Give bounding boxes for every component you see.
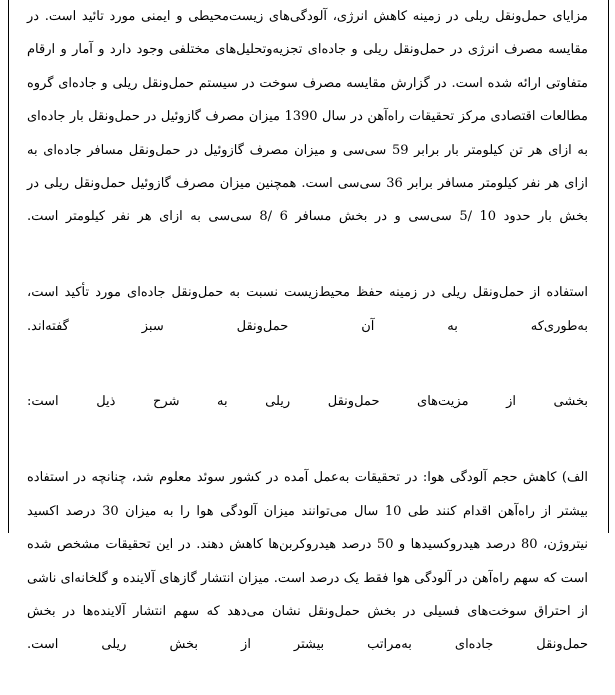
paragraph-1: مزایای حمل‌ونقل ریلی در زمینه کاهش انرژی، آلودگی‌های زیست‌محیطی و ایمنی مورد تائید است. در مقایسه مصرف انرژی در حمل‌ونقل ریلی و جاده‌ای تجزیه‌وتحلیل‌های مختلفی وجود دارد و آمار و ارقام متفاوتی ارائه شده است. در گزارش مقایسه مصرف سوخت در سیستم حمل‌ونقل ریلی و جاده‌ای گروه مطالعات اقتصادی مرکز تحقیقات راه‌آهن در سال 1390 میزان مصرف گازوئیل در حمل‌ونقل بار جاده‌ای به ازای هر تن کیلومتر بار برابر 59 سی‌سی و میزان مصرف گازوئیل در حمل‌ونقل مسافر جاده‌ای به ازای هر نفر کیلومتر مسافر برابر 36 سی‌سی است. همچنین میزان مصرف گازوئیل حمل‌ونقل ریلی در بخش بار حدود 10 /5 سی‌سی و در بخش مسافر 6 /8 سی‌سی به ازای هر نفر کیلومتر است. <box>27 9 588 225</box>
page-border-right <box>608 0 609 533</box>
paragraph-4: الف) کاهش حجم آلودگی هوا: در تحقیقات به‌عمل آمده در کشور سوئد معلوم شد، چنانچه در استفاده بیشتر از راه‌آهن اقدام کنند طی 10 سال می‌توانند میزان آلودگی هوا را به میزان 30 درصد اکسید نیتروژن، 80 درصد هیدروکسیدها و 50 درصد هیدروکربن‌ها کاهش دهند. در این تحقیقات مشخص شده است که سهم راه‌آهن در آلودگی هوا فقط یک درصد است. میزان انتشار گازهای آلاینده و گلخانه‌ای ناشی از احتراق سوخت‌های فسیلی در بخش حمل‌ونقل نشان می‌دهد که سهم انتشار آلاینده‌ها در بخش حمل‌ونقل جاده‌ای به‌مراتب بیشتر از بخش ریلی است. <box>27 470 588 653</box>
page-border-left <box>8 0 9 533</box>
paragraph-3: بخشی از مزیت‌های حمل‌ونقل ریلی به شرح ذیل است: <box>27 394 588 410</box>
document-text-body <box>27 0 588 695</box>
paragraph-2: استفاده از حمل‌ونقل ریلی در زمینه حفظ محیط‌زیست نسبت به حمل‌ونقل جاده‌ای مورد تأکید است، به‌طوری‌که به آن حمل‌ونقل سبز گفته‌اند. <box>27 285 588 334</box>
